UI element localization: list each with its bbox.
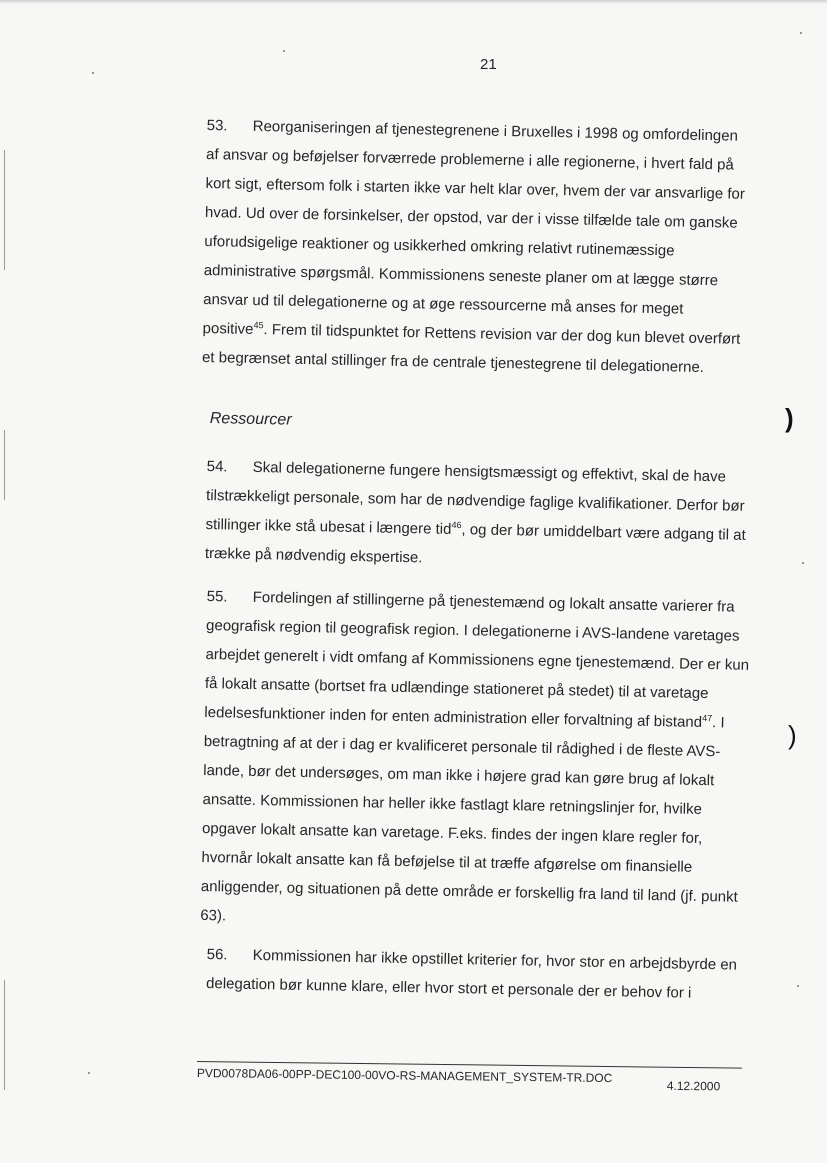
paragraph-53 — [202, 111, 752, 383]
paragraph-text: Reorganiseringen af tjenestegrenene i Bruxelles i 1998 og omfordelingen af ansvar og beføjelser forværrede problemerne i alle regionerne, i hvert fald på kort sigt, eftersom folk i starten ikke var helt klar over, hvem der var ansvarlige for hvad. Ud over de forsinkelser, der opstod, var der i visse tilfælde tale om ganske uforudsigelige reaktioner og usikkerhed omkring relativt rutinemæssige administrative spørgsmål. Kommissionens seneste planer om at lægge større ansvar ud til delegationerne og at øge ressourcerne må anses for meget positive — [202, 117, 745, 338]
scan-edge — [0, 0, 827, 4]
paragraph-54 — [205, 452, 752, 579]
paragraph-number: 56. — [206, 945, 228, 964]
scan-speck — [88, 1072, 90, 1074]
paragraph-number: 53. — [206, 116, 228, 135]
paragraph-56 — [206, 940, 752, 1009]
section-heading: Ressourcer — [209, 410, 292, 429]
page-footer — [196, 1066, 742, 1094]
scan-speck — [92, 72, 94, 74]
paragraph-text: . Frem til tidspunktet for Rettens revision var der dog kun blevet overført et begrænset antal stillinger fra de centrale tjenestegrene til delegationerne. — [201, 321, 741, 377]
paragraph-55 — [200, 582, 752, 941]
margin-bracket-mark: ) — [788, 720, 797, 750]
scan-speck — [800, 32, 802, 34]
binding-shadow — [4, 980, 5, 1090]
paragraph-text: Skal delegationerne fungere hensigtsmæssigt og effektivt, skal de have tilstrækkeligt personale, som har de nødvendige faglige kvalifikationer. Derfor bør stillinger ikke stå ubesat i længere tid — [205, 458, 745, 538]
footer-doc-ref: PVD0078DA06-00PP-DEC100-00VO-RS-MANAGEMENT_SYSTEM-TR.DOC — [196, 1066, 613, 1086]
paragraph-text: Fordelingen af stillingerne på tjenestemænd og lokalt ansatte varierer fra geografisk region til geografisk region. I delegationerne i AVS-landene varetages arbejdet generelt i vidt omfang af Kommissionens egne tjenestemænd. Der er kun få lokalt ansatte (bortset fra udlændinge stationeret på stedet) til at varetage ledelsesfunktioner inden for enten administration eller forvaltning af bistand — [204, 588, 750, 731]
scan-speck — [283, 50, 285, 52]
page-number: 21 — [480, 56, 497, 73]
paragraph-text: . I betragtning af at der i dag er kvalificeret personale til rådighed i de fleste AVS-lande, bør det undersøges, om man ikke i højere grad kan gøre brug af lokalt ansatte. Kommissionen har heller ikke fastlagt klare retningslinjer for, hvilke opgaver lokalt ansatte kan varetage. F.eks. findes der ingen klare regler for, hvornår lokalt ansatte kan få beføjelse til at træffe afgørelse om finansielle anliggender, og situationen på dette område er forskellig fra land til land (jf. punkt 63). — [200, 714, 738, 925]
footnote-ref: 47 — [702, 712, 713, 724]
paragraph-text: , og der bør umiddelbart være adgang til at trække på nødvendig ekspertise. — [204, 521, 746, 567]
scan-speck — [802, 562, 804, 564]
paragraph-text: Kommissionen har ikke opstillet kriterier for, hvor stor en arbejdsbyrde en delegation bør kunne klare, eller hvor stort et personale der er behov for i — [205, 946, 738, 1002]
margin-bracket-mark: ) — [785, 403, 794, 433]
binding-shadow — [4, 430, 5, 500]
footer-date: 4.12.2000 — [666, 1078, 721, 1094]
paragraph-number: 54. — [206, 457, 228, 476]
footnote-ref: 46 — [451, 519, 462, 531]
scan-speck — [797, 985, 799, 987]
footnote-ref: 45 — [253, 319, 264, 331]
binding-shadow — [4, 150, 5, 270]
paragraph-number: 55. — [206, 587, 228, 606]
